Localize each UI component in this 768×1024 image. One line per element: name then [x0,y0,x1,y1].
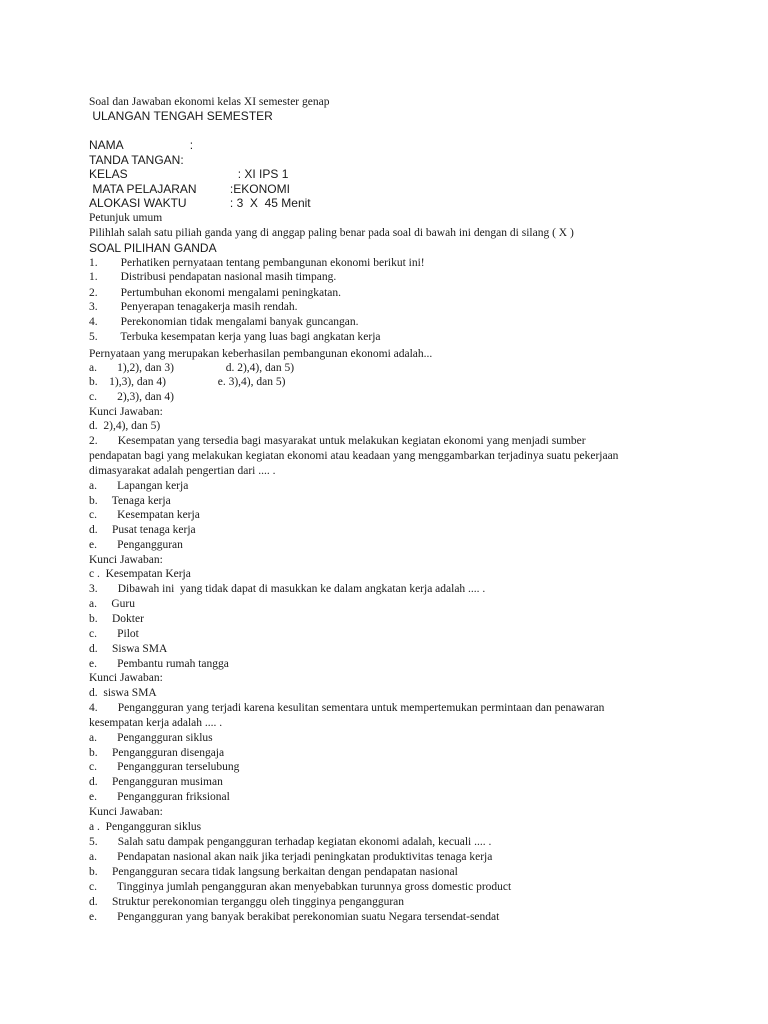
text-line: 5. Terbuka kesempatan kerja yang luas bagi angkatan kerja [89,331,381,343]
text-line: Kunci Jawaban: [89,806,163,818]
text-line: e. Pengangguran friksional [89,791,230,803]
text-line: 4. Pengangguran yang terjadi karena kesulitan sementara untuk mempertemukan permintaan dan penawaran [89,702,605,714]
text-line: a. Pendapatan nasional akan naik jika terjadi peningkatan produktivitas tenaga kerja [89,851,493,863]
text-line: KELAS : XI IPS 1 [89,167,289,181]
text-line: a . Pengangguran siklus [89,821,202,833]
text-line: a. Lapangan kerja [89,480,189,492]
text-line: ULANGAN TENGAH SEMESTER [89,109,273,123]
text-line: b. Pengangguran secara tidak langsung berkaitan dengan pendapatan nasional [89,866,458,878]
text-line: Pilihlah salah satu piliah ganda yang di anggap paling benar pada soal di bawah ini dengan di silang ( X ) [89,227,574,239]
text-line: Pernyataan yang merupakan keberhasilan pembangunan ekonomi adalah... [89,348,433,360]
text-line: c. Kesempatan kerja [89,509,200,521]
text-line: d. Siswa SMA [89,643,168,655]
text-line: SOAL PILIHAN GANDA [89,241,217,255]
text-line: 5. Salah satu dampak pengangguran terhadap kegiatan ekonomi adalah, kecuali .... . [89,836,492,848]
text-line: dimasyarakat adalah pengertian dari .... . [89,465,276,477]
text-line: b. 1),3), dan 4) e. 3),4), dan 5) [89,376,286,388]
text-line: c. 2),3), dan 4) [89,391,174,403]
text-line: d. Pusat tenaga kerja [89,524,196,536]
text-line: ALOKASI WAKTU : 3 X 45 Menit [89,196,311,210]
text-line: a. Guru [89,598,135,610]
text-line: 1. Perhatiken pernyataan tentang pembangunan ekonomi berikut ini! [89,257,425,269]
text-line: 3. Penyerapan tenagakerja masih rendah. [89,301,298,313]
text-line: d. Struktur perekonomian terganggu oleh tingginya pengangguran [89,896,405,908]
text-line: d. siswa SMA [89,687,157,699]
text-line: e. Pengangguran [89,539,183,551]
text-line: a. 1),2), dan 3) d. 2),4), dan 5) [89,362,295,374]
text-line: Kunci Jawaban: [89,672,163,684]
text-line: e. Pembantu rumah tangga [89,658,229,670]
text-line: NAMA : [89,138,194,152]
text-line: 3. Dibawah ini yang tidak dapat di masukkan ke dalam angkatan kerja adalah .... . [89,583,486,595]
text-line: 2. Kesempatan yang tersedia bagi masyarakat untuk melakukan kegiatan ekonomi yang menjadi sumber [89,435,586,447]
text-line: kesempatan kerja adalah .... . [89,717,223,729]
text-line: b. Dokter [89,613,144,625]
text-line: e. Pengangguran yang banyak berakibat perekonomian suatu Negara tersendat-sendat [89,911,500,923]
text-line: Petunjuk umum [89,212,163,224]
text-line: a. Pengangguran siklus [89,732,213,744]
text-line: TANDA TANGAN: [89,153,184,167]
text-line: MATA PELAJARAN :EKONOMI [89,182,290,196]
text-line: Kunci Jawaban: [89,406,163,418]
text-line: c. Tingginya jumlah pengangguran akan menyebabkan turunnya gross domestic product [89,881,512,893]
text-line: Kunci Jawaban: [89,554,163,566]
text-line: d. Pengangguran musiman [89,776,223,788]
text-line: 4. Perekonomian tidak mengalami banyak guncangan. [89,316,359,328]
text-line: b. Tenaga kerja [89,495,171,507]
text-line: b. Pengangguran disengaja [89,747,225,759]
text-line: Soal dan Jawaban ekonomi kelas XI semester genap [89,96,330,108]
text-line: pendapatan bagi yang melakukan kegiatan ekonomi atau keadaan yang menggambarkan terjadinya suatu pekerjaan [89,450,619,462]
text-line: c. Pengangguran terselubung [89,761,240,773]
text-line: 2. Pertumbuhan ekonomi mengalami peningkatan. [89,287,341,299]
text-line: 1. Distribusi pendapatan nasional masih timpang. [89,271,337,283]
text-line: c . Kesempatan Kerja [89,568,191,580]
text-line: c. Pilot [89,628,139,640]
text-line: d. 2),4), dan 5) [89,420,161,432]
